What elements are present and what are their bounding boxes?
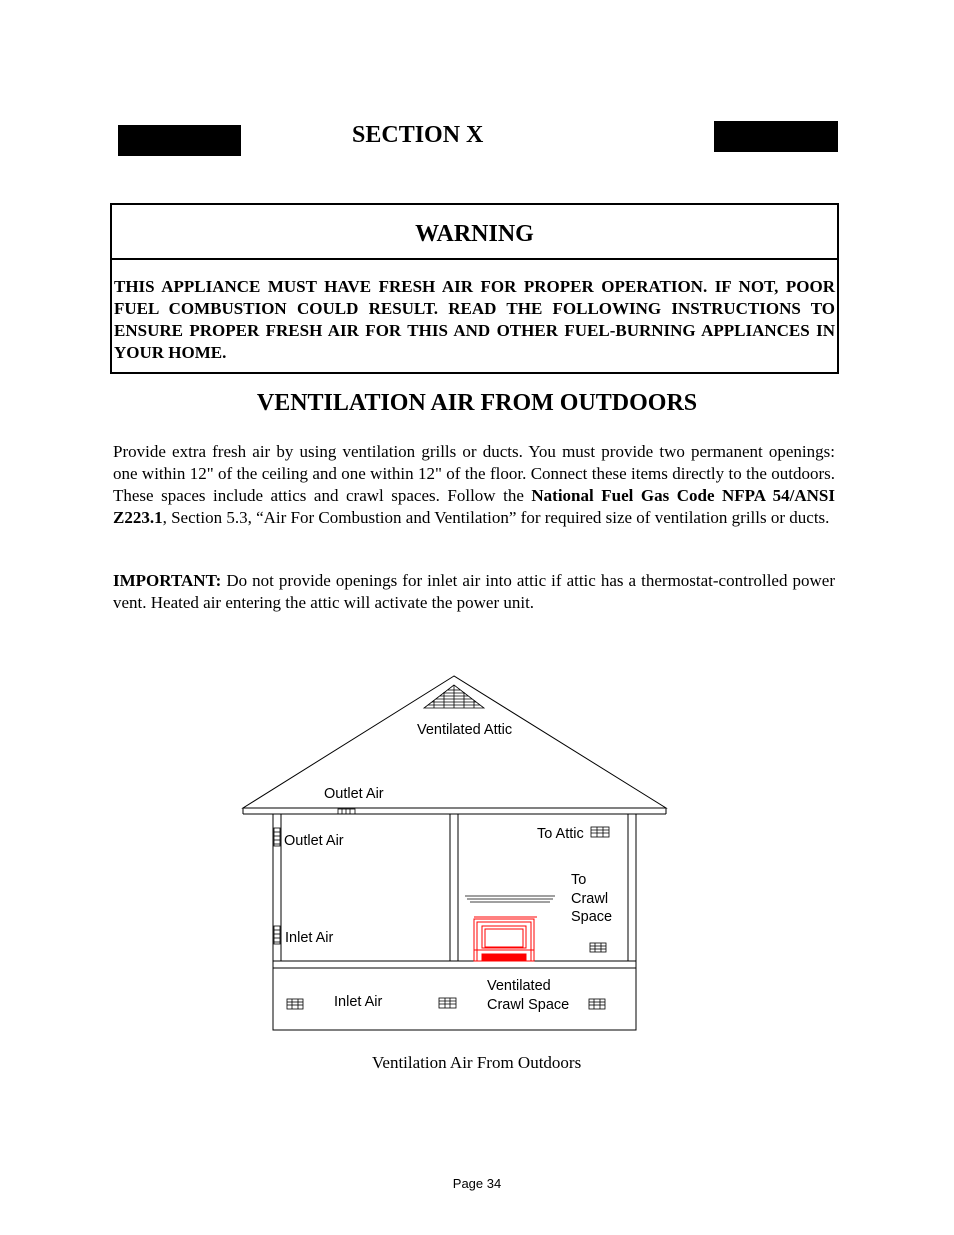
label-outlet-air-wall: Outlet Air xyxy=(284,833,344,849)
crawl-grill-center-icon xyxy=(439,998,456,1008)
inlet-wall-grill-icon xyxy=(274,926,280,944)
warning-heading: WARNING xyxy=(112,205,837,260)
page-number: Page 34 xyxy=(452,1176,502,1191)
to-crawl-grill-icon xyxy=(590,943,606,952)
label-inlet-air-wall: Inlet Air xyxy=(285,930,334,946)
gable-vent-icon xyxy=(424,685,484,708)
label-to-crawl-1: To xyxy=(571,872,587,888)
mantel-shelf xyxy=(465,896,555,902)
outlet-wall-grill-icon xyxy=(274,828,280,846)
label-inlet-air-crawl: Inlet Air xyxy=(334,994,383,1010)
code-reference: National Fuel Gas Code NFPA 54/ANSI Z223.1 xyxy=(113,486,835,527)
to-attic-grill-icon xyxy=(591,827,609,837)
paragraph-text-end: , Section 5.3, “Air For Combustion and Ventilation” for required size of ventilation grills or ducts. xyxy=(162,508,830,527)
label-to-crawl-2: Crawl xyxy=(571,891,609,907)
diagram-caption: Ventilation Air From Outdoors xyxy=(372,1053,582,1072)
roof-outlet-grill-icon xyxy=(338,809,355,814)
label-outlet-air-roof: Outlet Air xyxy=(324,786,384,802)
label-ventilated-attic: Ventilated Attic xyxy=(417,722,513,738)
crawl-grill-left-icon xyxy=(287,999,303,1009)
important-text: Do not provide openings for inlet air into attic if attic has a thermostat-controlled power vent. Heated air entering the attic will activate the power unit. xyxy=(113,571,835,612)
label-ventilated-crawl-2: Crawl Space xyxy=(487,997,570,1013)
paragraph-text-start: Provide extra fresh air by using ventilation grills or ducts. You must provide two permanent openings: one within 12" of the ceiling and one within 12" of the floor. Connect these items directly to the outdoors. These spaces include attics and crawl spaces. Follow the xyxy=(113,442,835,505)
label-ventilated-crawl-1: Ventilated xyxy=(487,978,551,994)
important-label: IMPORTANT: xyxy=(113,571,222,590)
ventilation-heading: VENTILATION AIR FROM OUTDOORS xyxy=(256,390,698,416)
label-to-crawl-3: Space xyxy=(571,909,613,925)
label-to-attic: To Attic xyxy=(537,826,584,842)
crawl-grill-right-icon xyxy=(589,999,605,1009)
warning-text: THIS APPLIANCE MUST HAVE FRESH AIR FOR PROPER OPERATION. IF NOT, POOR FUEL COMBUSTION COULD RESULT. READ THE FOLLOWING INSTRUCTIONS TO ENSURE PROPER FRESH AIR FOR THIS AND OTHER FUEL-BURNING APPLIANCES IN YOUR HOME. xyxy=(114,277,835,362)
section-title: SECTION X xyxy=(352,122,484,148)
heater-appliance-icon xyxy=(474,917,537,961)
